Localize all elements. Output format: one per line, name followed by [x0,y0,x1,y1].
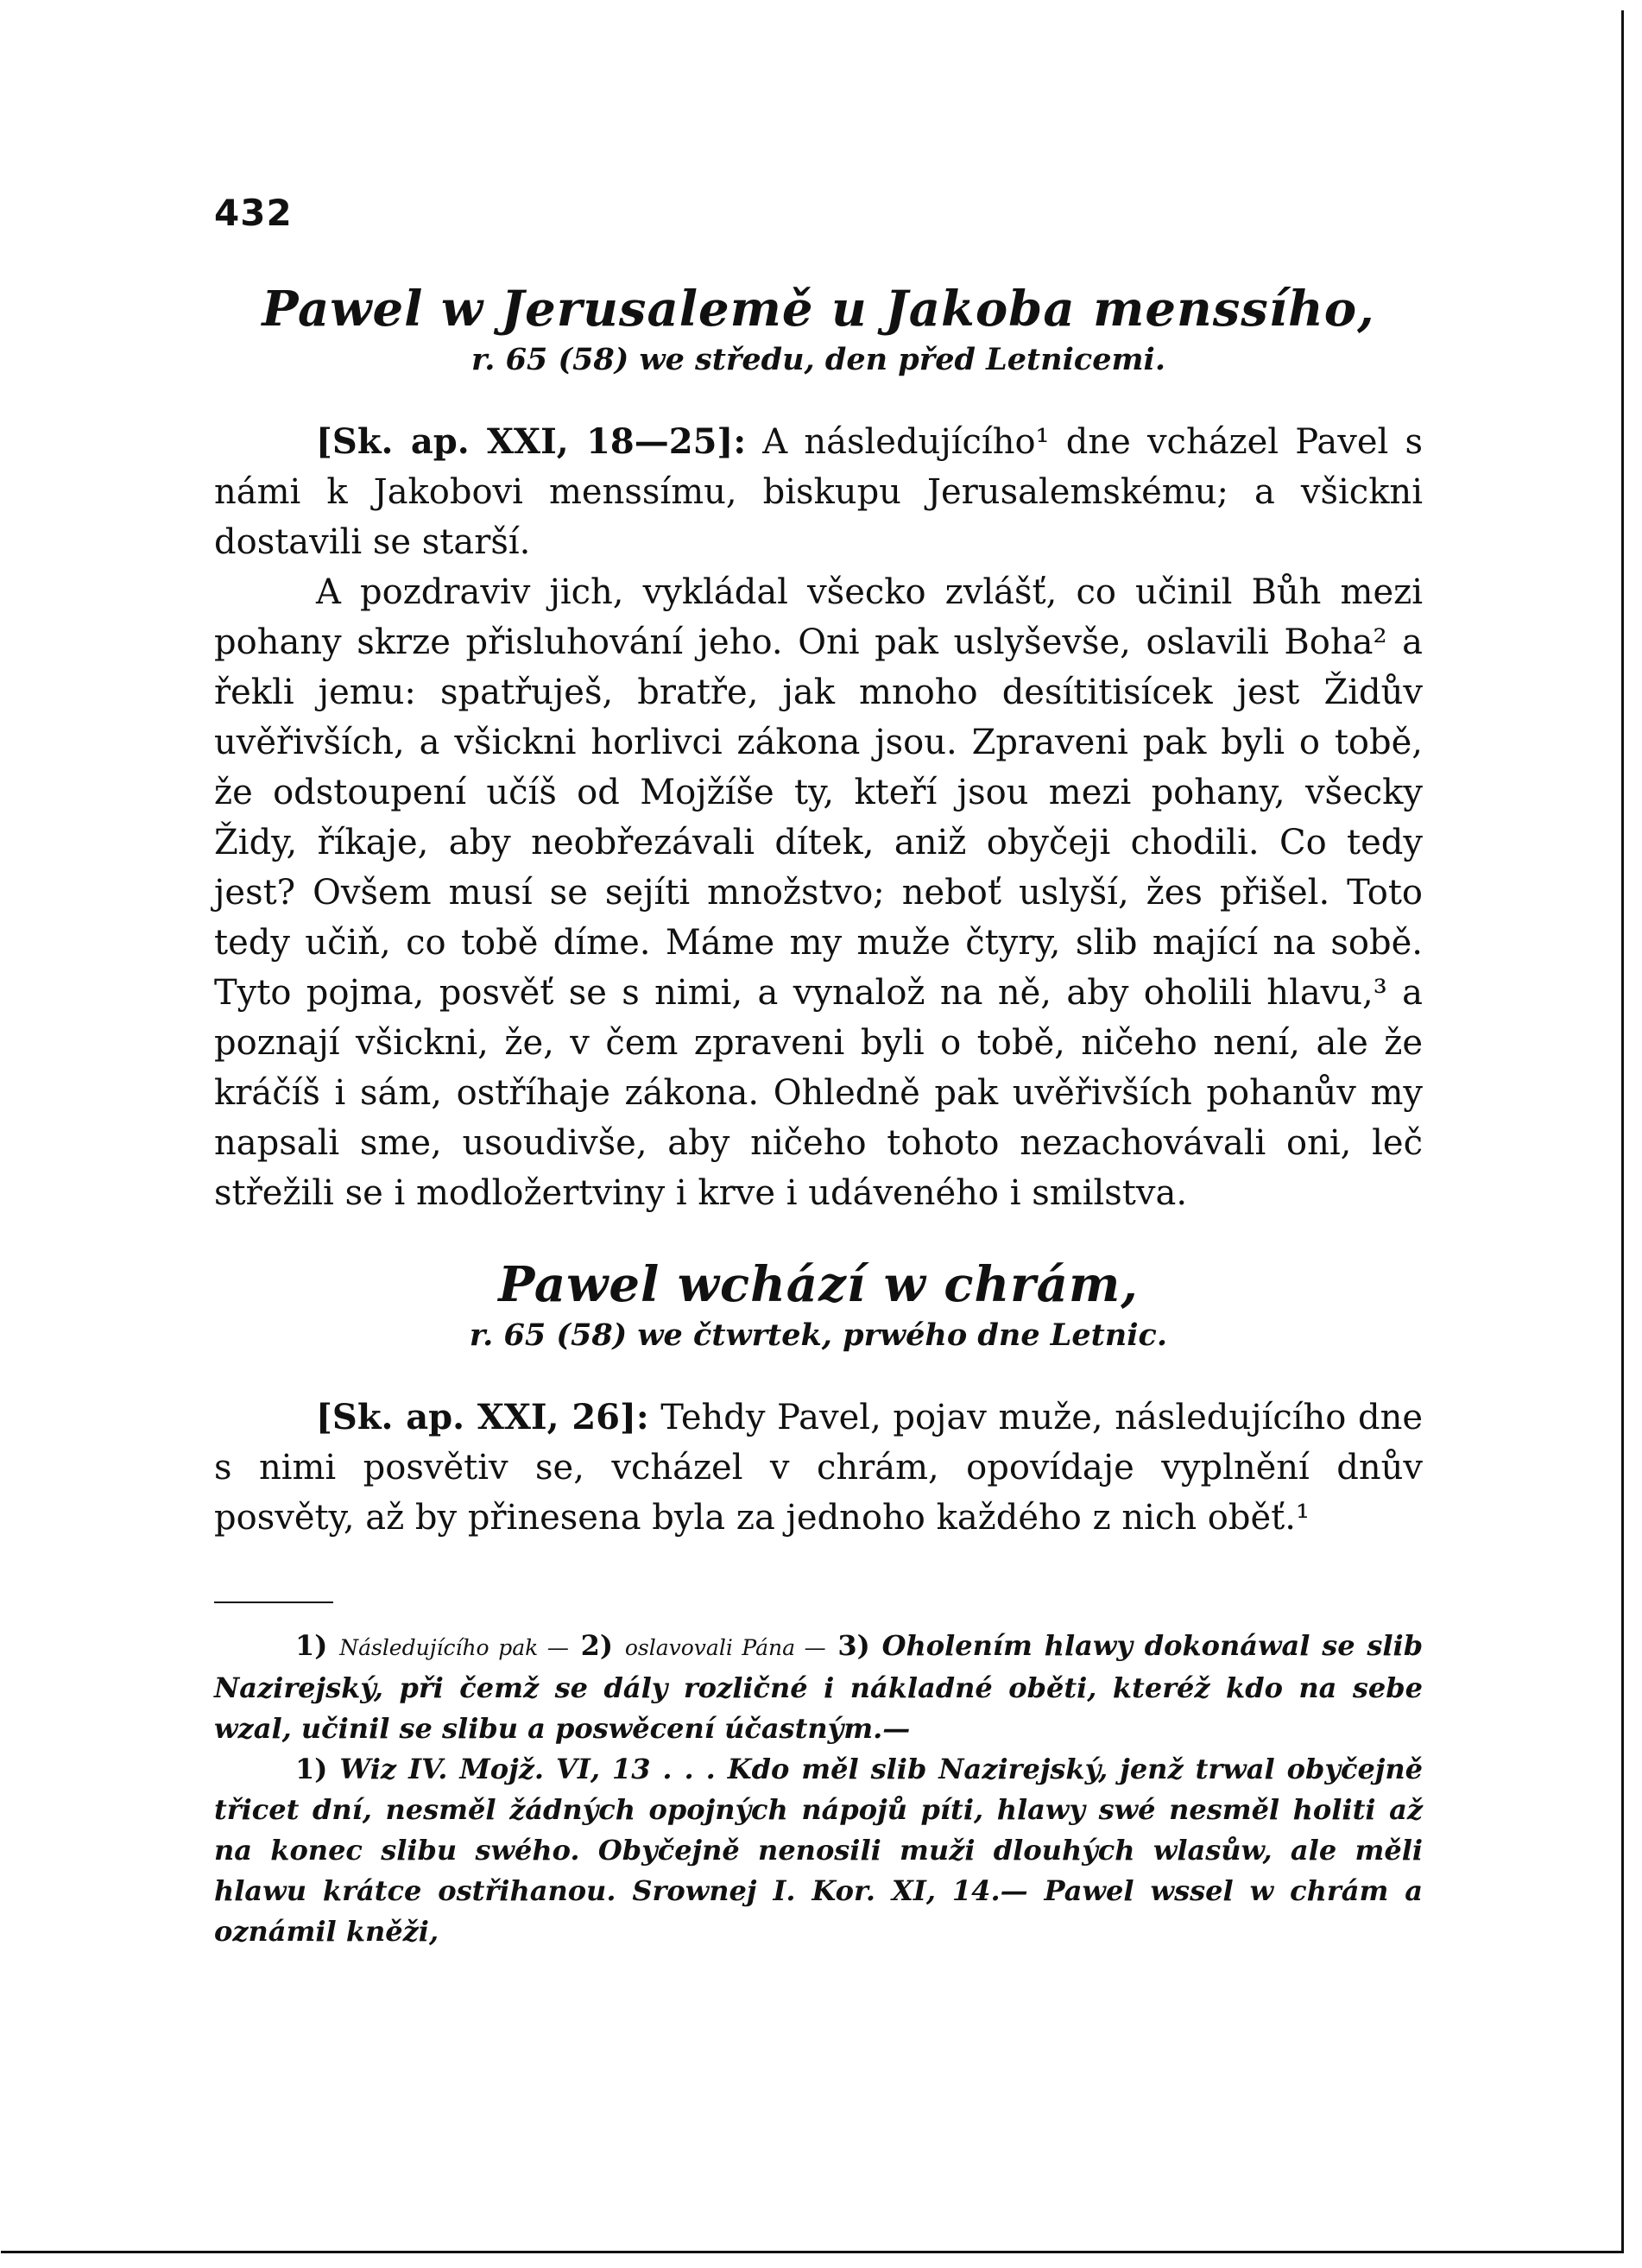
page-content [214,192,1423,1952]
section-gap [214,1218,1423,1256]
footnote-4-number: 1) [295,1753,328,1785]
footnote-line-2 [214,1749,1423,1952]
footnote-line-1 [214,1626,1423,1749]
section1-scripture-ref: [Sk. ap. XXI, 18—25]: [316,421,747,462]
section1-paragraph-2: A pozdraviv jich, vykládal všecko zvlášť, co učinil Bůh mezi pohany skrze přisluhování jeho. Oni pak uslyševše, oslavili Boha² a řekli jemu: spatřuješ, bratře, jak mnoho desítitisícek jest Židův uvěřivších, a všickni horlivci zákona jsou. Zpraveni pak byli o tobě, že odstoupení učíš od Mojžíše ty, kteří jsou mezi pohany, všecky Židy, říkaje, aby neobřezávali dítek, aniž obyčeji chodili. Co tedy jest? Ovšem musí se sejíti množstvo; neboť uslyší, žes přišel. Toto tedy učiň, co tobě díme. Máme my muže čtyry, slib mající na sobě. Tyto pojma, posvěť se s nimi, a vynalož na ně, aby oholili hlavu,³ a poznají všickni, že, v čem zpraveni byli o tobě, ničeho není, ale že kráčíš i sám, ostříhaje zákona. Ohledně pak uvěřivších pohanův my napsali sme, usoudivše, aby ničeho tohoto nezachovávali oni, leč střežili se i modložertviny i krve i udáveného i smilstva. [214,572,1423,1213]
footnote-4-text: Wiz IV. Mojž. VI, 13 . . . Kdo měl slib Nazirejský, jenž trwal obyčejně třicet dní, nesměl žádných opojných nápojů píti, hlawy swé nesměl holiti až na konec slibu swého. Obyčejně nenosili muži dlouhých wlasůw, ale měli hlawu krátce ostřihanou. Srownej I. Kor. XI, 14.— Pawel wssel w chrám a oznámil kněži, [214,1753,1424,1948]
section2-paragraph-1 [214,1393,1423,1543]
section2-paragraph-1-text: Tehdy Pavel, pojav muže, následujícího dne s nimi posvětiv se, vcházel v chrám, opovídaje vyplnění dnův posvěty, až by přinesena byla za jednoho každého z nich oběť.¹ [214,1398,1424,1538]
section1-title: Pawel w Jerusalemě u Jakoba menssího, [262,281,1375,338]
section2-subtitle: r. 65 (58) we čtwrtek, prwého dne Letnic. [469,1317,1168,1353]
footnote-rule [214,1601,333,1603]
page-number: 432 [214,192,293,234]
footnote-3-text: Oholením hlawy dokonáwal se slib Nazirejský, při čemž se dály rozličné i nákladné oběti, kteréž kdo na sebe wzal, učinil se slibu a poswěcení účastným.— [214,1629,1424,1745]
section1-paragraph-1 [214,417,1423,567]
footnote-1-text: Následujícího pak — [339,1635,569,1660]
footnote-2-number: 2) [580,1629,614,1662]
footnote-3-number: 3) [837,1629,870,1662]
footnote-2-text: oslavovali Pána — [624,1635,826,1660]
footnotes [214,1626,1423,1952]
footnote-1-number: 1) [295,1629,328,1662]
section1-paragraph-1-text: A následujícího¹ dne vcházel Pavel s námi k Jakobovi menssímu, biskupu Jerusalemskému; a všickni dostavili se starší. [214,422,1423,562]
section1-subtitle: r. 65 (58) we středu, den před Letnicemi. [470,342,1166,377]
section2-title: Pawel wchází w chrám, [498,1256,1139,1313]
section2-scripture-ref: [Sk. ap. XXI, 26]: [316,1397,649,1437]
